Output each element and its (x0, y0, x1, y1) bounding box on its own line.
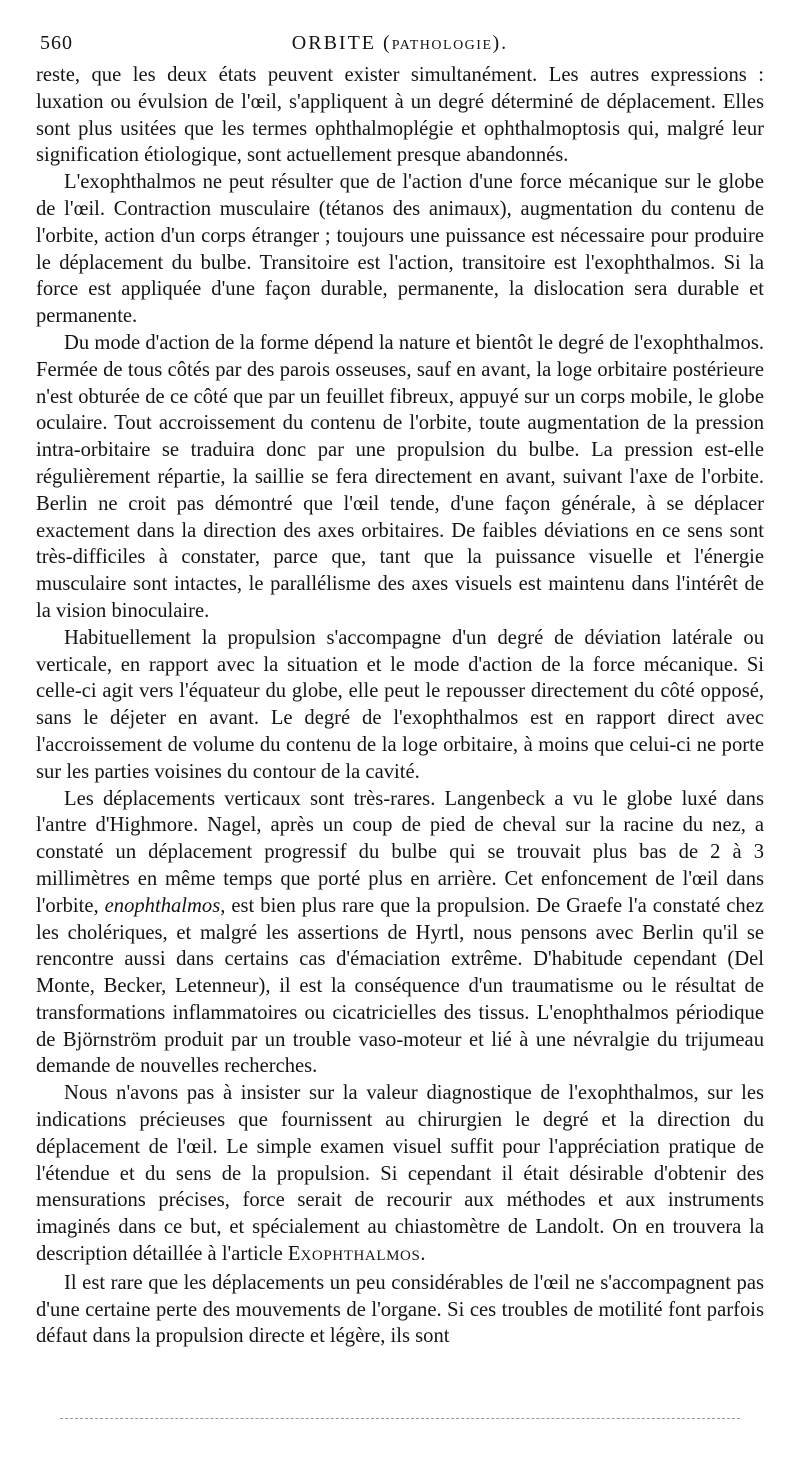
running-header (36, 22, 764, 62)
running-title-main: ORBITE (291, 32, 377, 54)
article-reference: XOPHTHALMOS (300, 1248, 421, 1265)
running-title-paren-open: ( (383, 32, 392, 54)
paragraph-deviation-laterale: Habituellement la propulsion s'accompagne d'un degré de déviation latérale ou verticale, en rapport avec la situation et le mode d'action de la force mécanique. Si celle-ci agit vers l'équateur du globe, elle peut le repousser directement du côté opposé, sans le déjeter en avant. Le degré de l'exophthalmos est en rapport direct avec l'accroissement de volume du contenu de la loge orbitaire, à moins que celui-ci ne porte sur les parties voisines du contour de la cavité. (36, 626, 764, 783)
paragraph-text: Nous n'avons pas à insister sur la valeur diagnostique de l'exophthalmos, sur les indications précieuses que fournissent au chirurgien le degré et la direction du déplacement de l'œil. Le simple examen visuel suffit pour l'appréciation pratique de l'étendue et du sens de la propulsion. Si cependant il était désirable d'obtenir des mensurations précises, force serait de recourir aux méthodes et aux instruments imaginés dans ce but, et spécialement au chiastomètre de Landolt. On en trouvera la description détaillée à l'article (36, 1082, 764, 1266)
paragraph-continued: reste, que les deux états peuvent exister simultanément. Les autres expressions : luxation ou évulsion de l'œil, s'appliquent à un degré déterminé de déplacement. Elles sont plus usitées que les termes ophthalmoplégie et ophthalmoptosis qui, malgré leur signification étiologique, sont actuellement presque abandonnés. (36, 64, 764, 167)
paragraph-deplacements-verticaux (36, 786, 764, 1081)
running-title-paren-close: ). (492, 32, 509, 54)
paragraph-valeur-diagnostique (36, 1080, 764, 1270)
paragraph-text: est bien plus rare que la propulsion. De Graefe l'a constaté chez les cholériques, et malgré les assertions de Hyrtl, nous pensons avec Berlin qu'il se rencontre aussi dans certains cas d'émaciation extrême. D'habitude cependant (Del Monte, Becker, Letenneur), il est la conséquence d'un traumatisme ou le résultat de transformations inflammatoires ou cicatricielles des tissus. L'enophthalmos périodique de Björnström produit par un trouble vaso-moteur et lié à une névralgie du trijumeau demande de nouvelles recherches. (36, 894, 764, 1078)
term-enophthalmos: enophthalmos, (104, 894, 226, 917)
paragraph-force-mecanique: L'exophthalmos ne peut résulter que de l'action d'une force mécanique sur le globe de l'œil. Contraction musculaire (tétanos des animaux), augmentation du contenu de l'orbite, action d'un corps étranger ; toujours une puissance est nécessaire pour produire le déplacement du bulbe. Transitoire est l'action, transitoire est l'exophthalmos. Si la force est appliquée d'une façon durable, permanente, la dislocation sera durable et permanente. (36, 171, 764, 328)
article-reference-initial: E (287, 1243, 301, 1266)
paragraph-mode-action: Du mode d'action de la forme dépend la nature et bientôt le degré de l'exophthalmos. Fermée de tous côtés par des parois osseuses, sauf en avant, la loge orbitaire postérieure n'est obturée de ce côté que par un feuillet fibreux, appuyé sur un corps mobile, le globe oculaire. Tout accroissement du contenu de l'orbite, toute augmentation de la pression intra-orbitaire se traduira donc par une propulsion du bulbe. La pression est-elle régulièrement répartie, la saillie se fera directement en avant, suivant l'axe de l'orbite. Berlin ne croit pas démontré que l'œil tende, d'une façon générale, à se déplacer exactement dans la direction des axes orbitaires. De faibles déviations en ce sens sont très-difficiles à constater, parce que, tant que la puissance visuelle et l'énergie musculaire sont intactes, le parallélisme des axes visuels est maintenu dans l'intérêt de la vision binoculaire. (36, 331, 764, 622)
body-text (36, 62, 764, 1350)
paragraph-perte-mouvements: Il est rare que les déplacements un peu considérables de l'œil ne s'accompagnent pas d'une certaine perte des mouvements de l'organe. Si ces troubles de motilité font parfois défaut dans la propulsion directe et légère, ils sont (36, 1271, 764, 1348)
paragraph-text: Les déplacements verticaux sont très-rares. Langenbeck a vu le globe luxé dans l'antre d'Highmore. Nagel, après un coup de pied de cheval sur la racine du nez, a constaté un déplacement progressif du bulbe qui se trouvait plus bas de 2 à 3 millimètres en même temps que porté plus en arrière. Cet enfoncement de l'œil dans l'orbite, (36, 787, 764, 917)
paragraph-text: . (420, 1243, 426, 1266)
page-number: 560 (40, 32, 73, 54)
footer-rule (60, 1418, 740, 1419)
running-title (36, 32, 764, 55)
running-title-sub: PATHOLOGIE (391, 38, 493, 53)
